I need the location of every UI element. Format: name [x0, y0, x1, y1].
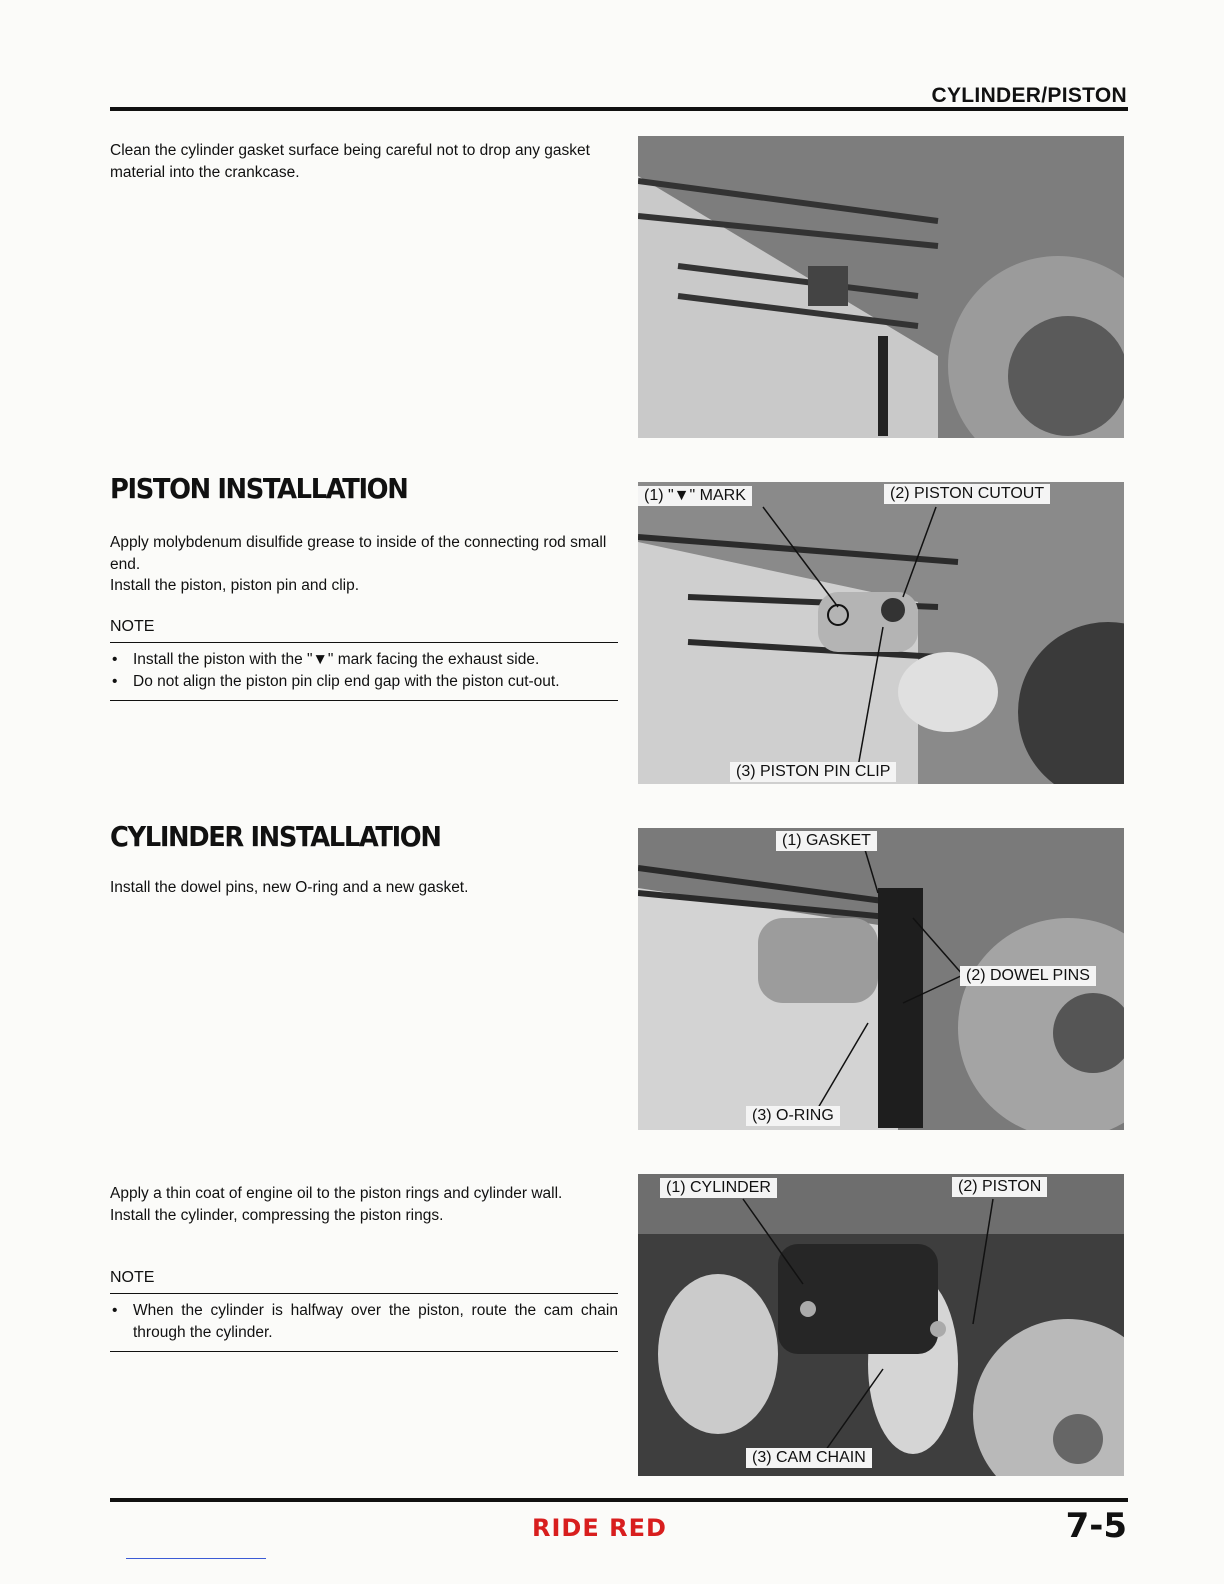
clean-instruction: [110, 140, 618, 183]
cylinder-note-label: NOTE: [110, 1269, 618, 1294]
cylinder-installation-text: [110, 877, 618, 899]
piston-note-item: • Do not align the piston pin clip end gap with the piston cut-out.: [110, 671, 618, 693]
callout-o-ring: (3) O-RING: [746, 1106, 840, 1126]
page-number: 7-5: [1065, 1506, 1127, 1546]
photo-piston-installation-image: [638, 482, 1124, 784]
callout-cylinder: (1) CYLINDER: [660, 1178, 777, 1198]
callout-piston-pin-clip: (3) PISTON PIN CLIP: [730, 762, 896, 782]
photo-gasket-dowel: [638, 828, 1124, 1130]
cylinder-para-3: Install the cylinder, compressing the piston rings.: [110, 1206, 444, 1224]
callout-piston: (2) PISTON: [952, 1177, 1047, 1197]
callout-cam-chain: (3) CAM CHAIN: [746, 1448, 872, 1468]
photo-piston-installation: [638, 482, 1124, 784]
piston-note: [110, 618, 618, 701]
brand-logo: RIDE RED: [532, 1514, 667, 1542]
photo-cylinder-fit-image: [638, 1174, 1124, 1476]
cylinder-para-2: Apply a thin coat of engine oil to the piston rings and cylinder wall.: [110, 1185, 563, 1202]
section-title: CYLINDER/PISTON: [931, 84, 1127, 107]
link-underline: [126, 1558, 266, 1559]
cylinder-para-1: Install the dowel pins, new O-ring and a new gasket.: [110, 879, 469, 896]
clean-text: Clean the cylinder gasket surface being careful not to drop any gasket material into the crankcase.: [110, 142, 590, 181]
piston-note-label: NOTE: [110, 618, 618, 643]
piston-para-2: Install the piston, piston pin and clip.: [110, 577, 360, 594]
header-rule: [110, 107, 1128, 111]
piston-note-item: • Install the piston with the "▼" mark facing the exhaust side.: [110, 649, 618, 671]
cylinder-note: [110, 1269, 618, 1352]
photo-cylinder-surface: [638, 136, 1124, 438]
callout-piston-cutout: (2) PISTON CUTOUT: [884, 484, 1050, 504]
cylinder-installation-heading: CYLINDER INSTALLATION: [110, 820, 441, 853]
photo-cylinder-surface-image: [638, 136, 1124, 438]
piston-para-1: Apply molybdenum disulfide grease to inside of the connecting rod small end.: [110, 534, 607, 573]
cylinder-note-item: • When the cylinder is halfway over the piston, route the cam chain through the cylinder.: [110, 1300, 618, 1343]
callout-gasket: (1) GASKET: [776, 831, 877, 851]
piston-installation-heading: PISTON INSTALLATION: [110, 472, 408, 505]
photo-cylinder-fit: [638, 1174, 1124, 1476]
callout-dowel-pins: (2) DOWEL PINS: [960, 966, 1096, 986]
callout-v-mark: (1) "▼" MARK: [638, 486, 752, 506]
cylinder-install-text: [110, 1183, 618, 1226]
piston-installation-text: [110, 532, 618, 597]
footer-rule: [110, 1498, 1128, 1502]
